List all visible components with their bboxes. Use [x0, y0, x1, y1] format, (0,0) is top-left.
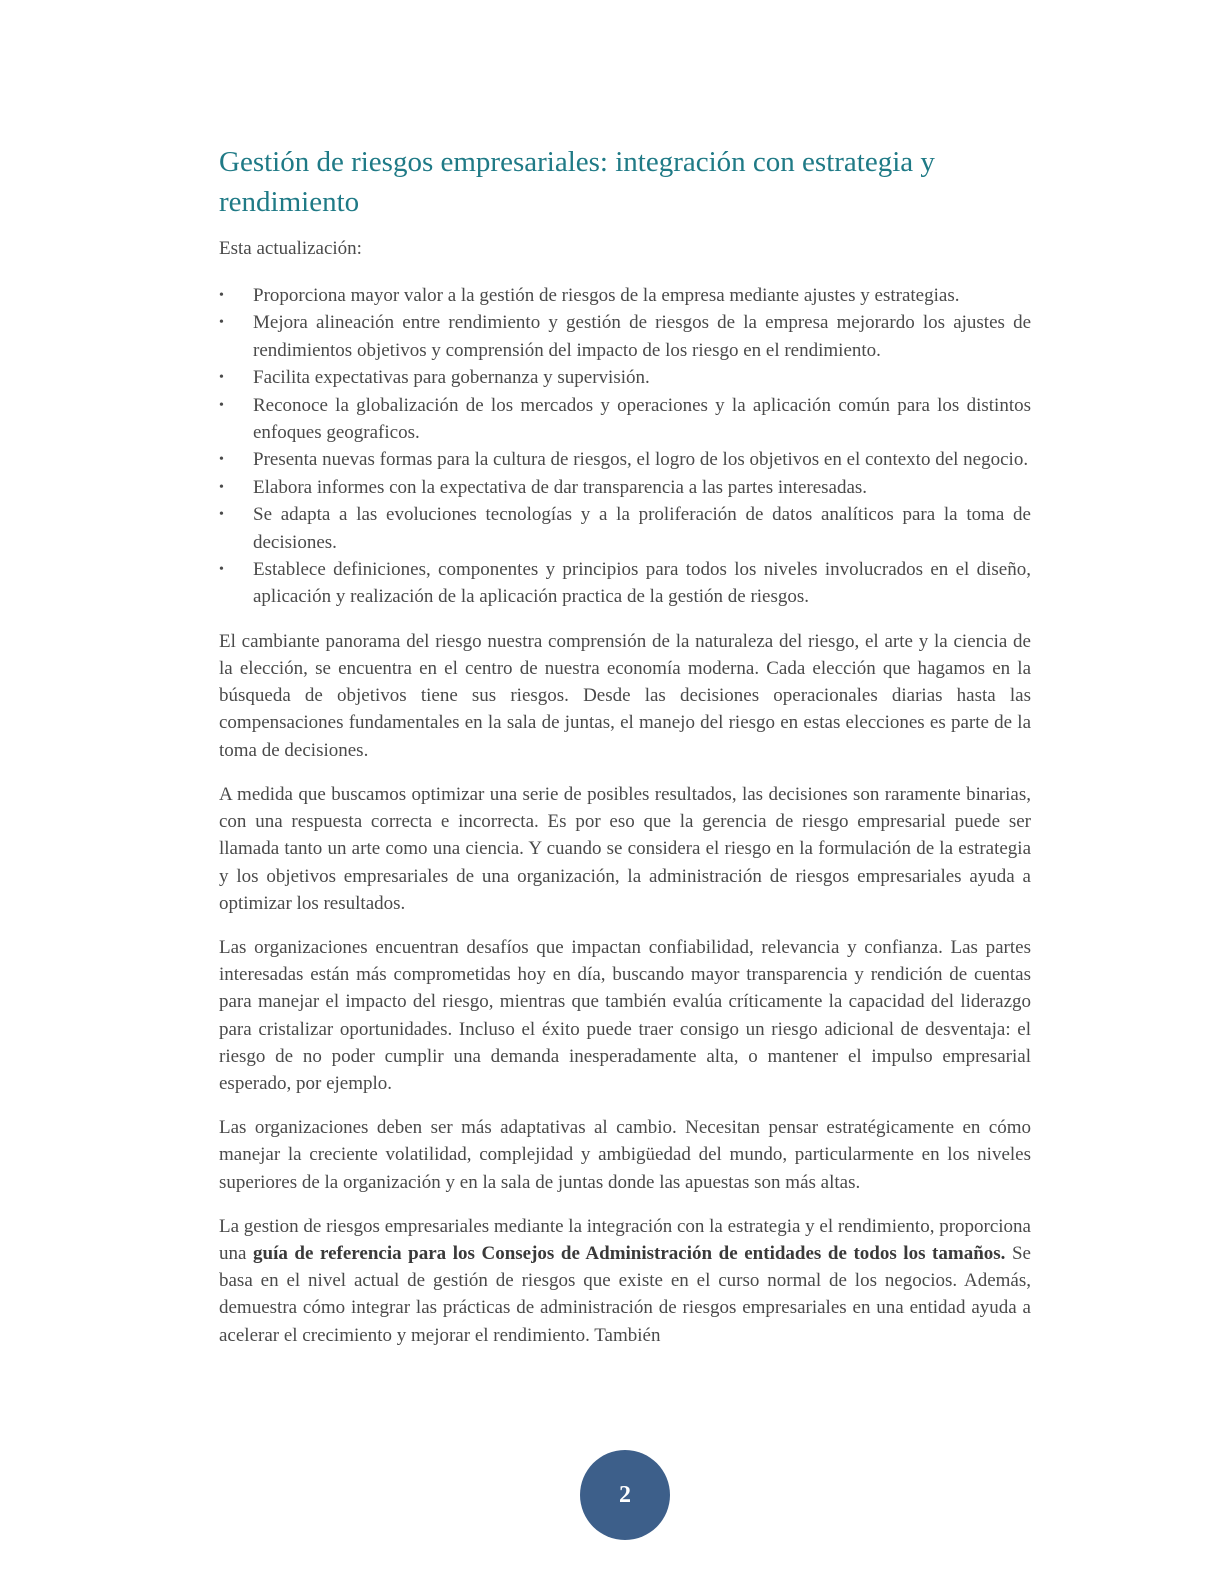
final-paragraph-bold: guía de referencia para los Consejos de Administración de entidades de todos los tamaños.: [253, 1242, 1006, 1264]
bullet-item: • Establece definiciones, componentes y principios para todos los niveles involucrados en el diseño, aplicación y realización de la aplicación practica de la gestión de riesgos.: [219, 556, 1031, 611]
bullet-item: • Presenta nuevas formas para la cultura de riesgos, el logro de los objetivos en el contexto del negocio.: [219, 446, 1031, 473]
body-paragraph: A medida que buscamos optimizar una serie de posibles resultados, las decisiones son raramente binarias, con una respuesta correcta e incorrecta. Es por eso que la gerencia de riesgo empresarial puede ser llamada tanto un arte como una ciencia. Y cuando se considera el riesgo en la formulación de la estrategia y los objetivos empresariales de una organización, la administración de riesgos empresariales ayuda a optimizar los resultados.: [219, 783, 1031, 914]
bullet-item: • Se adapta a las evoluciones tecnologías y a la proliferación de datos analíticos para la toma de decisiones.: [219, 501, 1031, 556]
page-number: 2: [619, 1481, 631, 1508]
page-content: [219, 142, 1031, 1349]
body-paragraph: Las organizaciones encuentran desafíos que impactan confiabilidad, relevancia y confianza. Las partes interesadas están más comprometidas hoy en día, buscando mayor transparencia y rendición de cuentas para manejar el impacto del riesgo, mientras que también evalúa críticamente la capacidad del liderazgo para cristalizar oportunidades. Incluso el éxito puede traer consigo un riesgo adicional de desventaja: el riesgo de no poder cumplir una demanda inesperadamente alta, o mantener el impulso empresarial esperado, por ejemplo.: [219, 936, 1031, 1094]
bullet-item: • Mejora alineación entre rendimiento y gestión de riesgos de la empresa mejorardo los ajustes de rendimientos objetivos y comprensión del impacto de los riesgo en el rendimiento.: [219, 309, 1031, 364]
body-paragraph: El cambiante panorama del riesgo nuestra comprensión de la naturaleza del riesgo, el arte y la ciencia de la elección, se encuentra en el centro de nuestra economía moderna. Cada elección que hagamos en la búsqueda de objetivos tiene sus riesgos. Desde las decisiones operacionales diarias hasta las compensaciones fundamentales en la sala de juntas, el manejo del riesgo en estas elecciones es parte de la toma de decisiones.: [219, 630, 1031, 761]
bullet-item: • Proporciona mayor valor a la gestión de riesgos de la empresa mediante ajustes y estrategias.: [219, 282, 1031, 309]
body-paragraph: Las organizaciones deben ser más adaptativas al cambio. Necesitan pensar estratégicamente en cómo manejar la creciente volatilidad, complejidad y ambigüedad del mundo, particularmente en los niveles superiores de la organización y en la sala de juntas donde las apuestas son más altas.: [219, 1117, 1031, 1193]
final-paragraph-lead: La gestion de riesgos empresariales mediante la integración con la estrategia y el rendimiento, proporciona una: [219, 1215, 1031, 1264]
bullet-list: [219, 282, 1031, 611]
final-paragraph-tail: Se basa en el nivel actual de gestión de riesgos que existe en el curso normal de los negocios. Además, demuestra cómo integrar las prácticas de administración de riesgos empresariales en una entidad ayuda a acelerar el crecimiento y mejorar el rendimiento. También: [219, 1242, 1031, 1346]
bullet-item: • Facilita expectativas para gobernanza y supervisión.: [219, 364, 1031, 391]
bullet-item: • Reconoce la globalización de los mercados y operaciones y la aplicación común para los distintos enfoques geograficos.: [219, 392, 1031, 447]
page-title: Gestión de riesgos empresariales: integración con estrategia y rendimiento: [219, 146, 935, 218]
body-paragraph-final: [219, 1213, 1031, 1349]
bullet-item: • Elabora informes con la expectativa de dar transparencia a las partes interesadas.: [219, 474, 1031, 501]
intro-text: Esta actualización:: [219, 238, 362, 259]
page-number-badge: [580, 1450, 670, 1540]
